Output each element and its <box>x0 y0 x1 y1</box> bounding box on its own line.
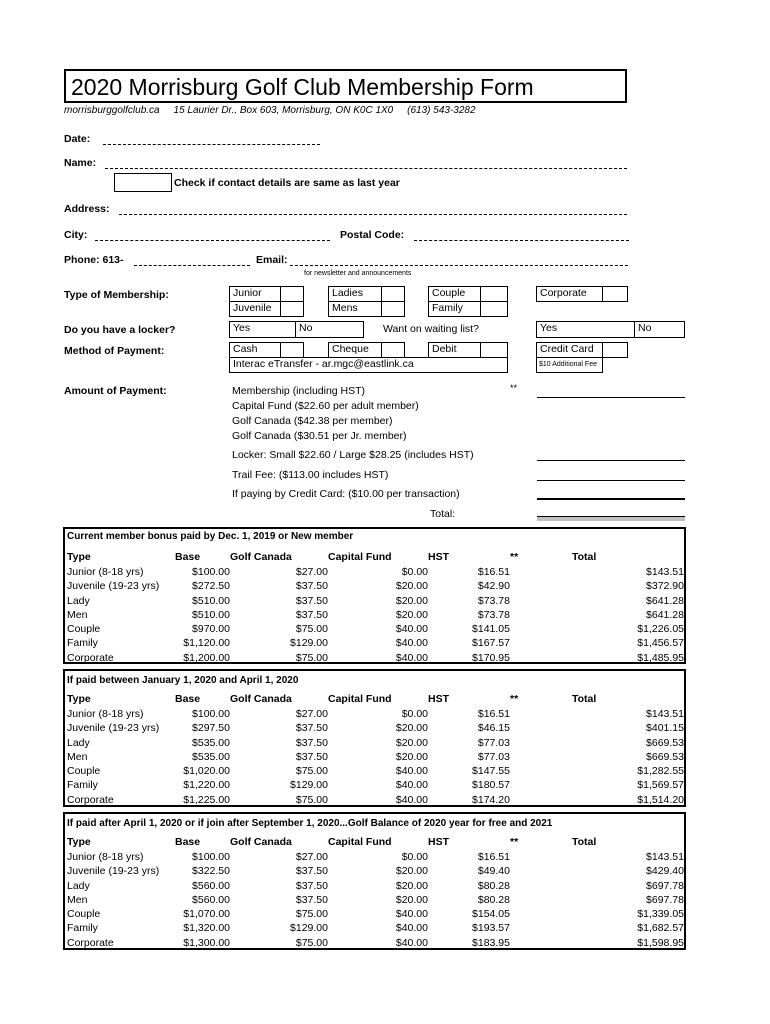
col-total: Total <box>572 693 597 705</box>
cell-capital-fund: $40.00 <box>395 936 428 949</box>
col-total: Total <box>572 551 597 563</box>
option-credit-card: Credit Card <box>536 342 603 358</box>
cell-spacer <box>510 764 560 778</box>
credit-card-fee-note: $10 Additional Fee <box>536 357 603 373</box>
table-row <box>67 579 684 593</box>
cell-spacer <box>510 793 560 807</box>
credit-card-fee-line: If paying by Credit Card: ($10.00 per transaction) <box>232 488 460 500</box>
cell-hst: $147.55 <box>472 765 510 778</box>
payment-method-label: Method of Payment: <box>64 345 165 357</box>
debit-checkbox[interactable] <box>480 342 508 358</box>
pricing-table <box>67 550 684 665</box>
col-base: Base <box>175 836 201 848</box>
golf-canada-line: Golf Canada ($42.38 per member) <box>232 415 393 427</box>
cell-total: $372.90 <box>646 580 684 593</box>
cell-base: $560.00 <box>192 893 230 906</box>
col-stars: ** <box>510 836 519 848</box>
cell-total: $143.51 <box>646 566 684 578</box>
cell-golf-canada: $37.50 <box>295 580 328 593</box>
email-field[interactable] <box>290 265 628 266</box>
cell-golf-canada: $75.00 <box>295 651 328 664</box>
table-row <box>67 893 684 907</box>
cell-spacer <box>510 651 560 665</box>
cell-base: $970.00 <box>192 623 230 636</box>
golf-canada-jr-line: Golf Canada ($30.51 per Jr. member) <box>232 430 407 442</box>
cell-hst: $183.95 <box>472 936 510 949</box>
cell-base: $1,070.00 <box>183 908 230 921</box>
cell-spacer <box>510 850 560 864</box>
cell-total: $401.15 <box>646 722 684 735</box>
cell-spacer <box>510 594 560 608</box>
cell-type: Men <box>67 893 88 906</box>
credit-card-amount-field[interactable] <box>537 498 685 500</box>
cell-capital-fund: $20.00 <box>395 580 428 593</box>
col-hst: HST <box>428 836 449 848</box>
table-header-row <box>67 692 684 707</box>
cell-golf-canada: $27.00 <box>295 708 328 720</box>
cell-total: $143.51 <box>646 851 684 863</box>
cell-golf-canada: $129.00 <box>290 922 328 935</box>
waiting-yes-option[interactable]: Yes <box>536 321 635 338</box>
cell-type: Juvenile (19-23 yrs) <box>67 722 160 735</box>
cell-total: $1,456.57 <box>637 637 684 650</box>
city-label: City: <box>64 229 88 241</box>
family-checkbox[interactable] <box>480 301 508 317</box>
cell-spacer <box>510 736 560 750</box>
pricing-table <box>67 692 684 807</box>
table-row <box>67 622 684 636</box>
cell-hst: $42.90 <box>477 580 510 593</box>
corporate-checkbox[interactable] <box>602 286 628 302</box>
cell-base: $1,320.00 <box>183 922 230 935</box>
cell-hst: $80.28 <box>477 879 510 892</box>
cell-hst: $49.40 <box>477 865 510 878</box>
cell-capital-fund: $20.00 <box>395 594 428 607</box>
cell-hst: $16.51 <box>477 708 510 720</box>
address-field[interactable] <box>119 214 627 215</box>
waiting-list-label: Want on waiting list? <box>383 323 479 335</box>
cheque-checkbox[interactable] <box>381 342 405 358</box>
date-field[interactable] <box>103 144 320 145</box>
cell-base: $1,200.00 <box>183 651 230 664</box>
cell-total: $697.78 <box>646 879 684 892</box>
cell-hst: $16.51 <box>477 566 510 578</box>
table-row <box>67 793 684 807</box>
locker-label: Do you have a locker? <box>64 324 176 336</box>
col-hst: HST <box>428 693 449 705</box>
cell-capital-fund: $40.00 <box>395 793 428 806</box>
phone-field[interactable] <box>134 265 250 266</box>
locker-no-option[interactable]: No <box>295 321 364 338</box>
cell-total: $1,339.05 <box>637 908 684 921</box>
cell-golf-canada: $27.00 <box>295 566 328 578</box>
cell-type: Couple <box>67 765 101 778</box>
cell-base: $510.00 <box>192 594 230 607</box>
table-row <box>67 921 684 935</box>
cell-base: $1,020.00 <box>183 765 230 778</box>
cell-golf-canada: $37.50 <box>295 865 328 878</box>
locker-fee-line: Locker: Small $22.60 / Large $28.25 (includes HST) <box>232 449 474 461</box>
cell-base: $100.00 <box>192 708 230 720</box>
waiting-no-option[interactable]: No <box>634 321 685 338</box>
same-as-last-year-label: Check if contact details are same as last year <box>174 177 400 189</box>
cell-capital-fund: $0.00 <box>401 851 428 863</box>
cell-spacer <box>510 921 560 935</box>
cell-total: $429.40 <box>646 865 684 878</box>
mens-checkbox[interactable] <box>381 301 405 317</box>
col-total: Total <box>572 836 597 848</box>
section-title: If paid after April 1, 2020 or if join after September 1, 2020...Golf Balance of 2020 year for free and 2021 <box>67 818 553 829</box>
cell-base: $560.00 <box>192 879 230 892</box>
cell-type: Family <box>67 637 98 650</box>
option-corporate: Corporate <box>536 286 603 302</box>
col-capital-fund: Capital Fund <box>328 551 392 563</box>
cell-spacer <box>510 608 560 622</box>
phone-label: Phone: 613- <box>64 254 124 266</box>
table-row <box>67 736 684 750</box>
cell-capital-fund: $20.00 <box>395 865 428 878</box>
cell-hst: $167.57 <box>472 637 510 650</box>
interac-option[interactable]: Interac eTransfer - ar.mgc@eastlink.ca <box>229 357 508 373</box>
cell-type: Couple <box>67 623 101 636</box>
cash-checkbox[interactable] <box>280 342 304 358</box>
date-label: Date: <box>64 133 91 145</box>
cell-capital-fund: $40.00 <box>395 765 428 778</box>
section-title: Current member bonus paid by Dec. 1, 2019 or New member <box>67 531 354 542</box>
cell-capital-fund: $0.00 <box>401 566 428 578</box>
cell-total: $1,485.95 <box>637 651 684 664</box>
table-row <box>67 707 684 721</box>
name-label: Name: <box>64 157 97 169</box>
option-cheque: Cheque <box>328 342 382 358</box>
junior-checkbox[interactable] <box>280 286 304 302</box>
cell-type: Lady <box>67 736 90 749</box>
option-couple: Couple <box>428 286 481 302</box>
cell-capital-fund: $20.00 <box>395 608 428 621</box>
option-cash: Cash <box>229 342 281 358</box>
cell-capital-fund: $0.00 <box>401 708 428 720</box>
cell-base: $535.00 <box>192 736 230 749</box>
option-junior: Junior <box>229 286 281 302</box>
option-family: Family <box>428 301 481 317</box>
table-row <box>67 608 684 622</box>
cell-type: Juvenile (19-23 yrs) <box>67 580 160 593</box>
cell-spacer <box>510 750 560 764</box>
cell-total: $1,282.55 <box>637 765 684 778</box>
cell-type: Family <box>67 779 98 792</box>
cell-type: Men <box>67 608 88 621</box>
cell-golf-canada: $37.50 <box>295 608 328 621</box>
cell-capital-fund: $40.00 <box>395 651 428 664</box>
cell-type: Corporate <box>67 651 114 664</box>
cell-golf-canada: $37.50 <box>295 879 328 892</box>
table-row <box>67 936 684 950</box>
col-golf-canada: Golf Canada <box>230 693 292 705</box>
cell-total: $641.28 <box>646 608 684 621</box>
cell-hst: $193.57 <box>472 922 510 935</box>
col-capital-fund: Capital Fund <box>328 693 392 705</box>
cell-golf-canada: $75.00 <box>295 623 328 636</box>
amount-stars: ** <box>510 383 518 393</box>
amount-label: Amount of Payment: <box>64 385 167 397</box>
cell-spacer <box>510 636 560 650</box>
table-row <box>67 594 684 608</box>
cell-capital-fund: $20.00 <box>395 722 428 735</box>
ladies-checkbox[interactable] <box>381 286 405 302</box>
cell-total: $1,226.05 <box>637 623 684 636</box>
cell-hst: $77.03 <box>477 750 510 763</box>
credit-card-checkbox[interactable] <box>602 342 628 358</box>
locker-yes-option[interactable]: Yes <box>229 321 296 338</box>
cell-capital-fund: $20.00 <box>395 736 428 749</box>
cell-golf-canada: $37.50 <box>295 594 328 607</box>
cell-total: $1,514.20 <box>637 793 684 806</box>
cell-spacer <box>510 936 560 950</box>
col-stars: ** <box>510 693 519 705</box>
website-text: morrisburggolfclub.ca <box>64 105 160 116</box>
cell-base: $322.50 <box>192 865 230 878</box>
cell-type: Corporate <box>67 793 114 806</box>
cell-base: $1,120.00 <box>183 637 230 650</box>
cell-hst: $80.28 <box>477 893 510 906</box>
cell-total: $669.53 <box>646 736 684 749</box>
col-hst: HST <box>428 551 449 563</box>
cell-capital-fund: $20.00 <box>395 879 428 892</box>
cell-hst: $46.15 <box>477 722 510 735</box>
cell-golf-canada: $37.50 <box>295 893 328 906</box>
trail-fee-amount-field[interactable] <box>537 480 685 481</box>
cell-spacer <box>510 721 560 735</box>
cell-spacer <box>510 579 560 593</box>
cell-type: Couple <box>67 908 101 921</box>
col-base: Base <box>175 693 201 705</box>
cell-spacer <box>510 778 560 792</box>
cell-hst: $141.05 <box>472 623 510 636</box>
cell-hst: $170.95 <box>472 651 510 664</box>
cell-capital-fund: $40.00 <box>395 623 428 636</box>
postal-code-label: Postal Code: <box>340 229 405 241</box>
cell-spacer <box>510 893 560 907</box>
option-mens: Mens <box>328 301 382 317</box>
cell-type: Lady <box>67 879 90 892</box>
cell-golf-canada: $27.00 <box>295 851 328 863</box>
cell-type: Corporate <box>67 936 114 949</box>
cell-type: Family <box>67 922 98 935</box>
same-as-last-year-checkbox[interactable] <box>114 173 172 192</box>
table-row <box>67 879 684 893</box>
cell-spacer <box>510 565 560 579</box>
cell-golf-canada: $75.00 <box>295 908 328 921</box>
cell-spacer <box>510 879 560 893</box>
couple-checkbox[interactable] <box>480 286 508 302</box>
cell-golf-canada: $75.00 <box>295 765 328 778</box>
cell-capital-fund: $20.00 <box>395 750 428 763</box>
cell-spacer <box>510 622 560 636</box>
table-row <box>67 636 684 650</box>
cell-type: Junior (8-18 yrs) <box>67 708 144 720</box>
pricing-section-jan-apr <box>63 669 686 807</box>
table-row <box>67 764 684 778</box>
cell-spacer <box>510 707 560 721</box>
cell-type: Men <box>67 750 88 763</box>
phone-text: (613) 543-3282 <box>407 105 476 116</box>
section-title: If paid between January 1, 2020 and April 1, 2020 <box>67 675 299 686</box>
cell-type: Junior (8-18 yrs) <box>67 851 144 863</box>
cell-golf-canada: $75.00 <box>295 793 328 806</box>
table-row <box>67 750 684 764</box>
cell-type: Lady <box>67 594 90 607</box>
option-ladies: Ladies <box>328 286 382 302</box>
cell-total: $1,598.95 <box>637 936 684 949</box>
col-type: Type <box>67 551 91 563</box>
cell-hst: $180.57 <box>472 779 510 792</box>
cell-capital-fund: $40.00 <box>395 779 428 792</box>
email-label: Email: <box>256 254 288 266</box>
form-title: 2020 Morrisburg Golf Club Membership Form <box>64 69 627 103</box>
email-note: for newsletter and announcements <box>304 270 412 277</box>
membership-amount-field[interactable] <box>537 397 685 398</box>
cell-total: $641.28 <box>646 594 684 607</box>
cell-base: $510.00 <box>192 608 230 621</box>
name-field[interactable] <box>105 168 627 169</box>
cell-total: $143.51 <box>646 708 684 720</box>
cell-base: $297.50 <box>192 722 230 735</box>
locker-amount-field[interactable] <box>537 460 685 461</box>
cell-capital-fund: $40.00 <box>395 637 428 650</box>
table-row <box>67 721 684 735</box>
cell-base: $1,225.00 <box>183 793 230 806</box>
cell-base: $272.50 <box>192 580 230 593</box>
cell-golf-canada: $37.50 <box>295 736 328 749</box>
pricing-table <box>67 835 684 950</box>
cell-type: Junior (8-18 yrs) <box>67 566 144 578</box>
table-row <box>67 864 684 878</box>
cell-total: $669.53 <box>646 750 684 763</box>
cell-hst: $73.78 <box>477 608 510 621</box>
cell-hst: $16.51 <box>477 851 510 863</box>
table-header-row <box>67 550 684 565</box>
table-row <box>67 850 684 864</box>
col-golf-canada: Golf Canada <box>230 551 292 563</box>
cell-capital-fund: $40.00 <box>395 922 428 935</box>
table-row <box>67 565 684 579</box>
cell-hst: $77.03 <box>477 736 510 749</box>
cell-spacer <box>510 907 560 921</box>
contact-line <box>64 105 476 116</box>
col-type: Type <box>67 836 91 848</box>
cell-golf-canada: $129.00 <box>290 779 328 792</box>
col-base: Base <box>175 551 201 563</box>
col-type: Type <box>67 693 91 705</box>
postal-code-field[interactable] <box>414 240 629 241</box>
pricing-section-current <box>63 527 686 664</box>
capital-fund-line: Capital Fund ($22.60 per adult member) <box>232 400 419 412</box>
cell-capital-fund: $40.00 <box>395 908 428 921</box>
address-label: Address: <box>64 203 110 215</box>
cell-spacer <box>510 864 560 878</box>
cell-golf-canada: $37.50 <box>295 750 328 763</box>
cell-hst: $154.05 <box>472 908 510 921</box>
cell-golf-canada: $129.00 <box>290 637 328 650</box>
cell-total: $697.78 <box>646 893 684 906</box>
cell-base: $1,300.00 <box>183 936 230 949</box>
total-amount-field[interactable] <box>537 516 685 521</box>
cell-hst: $73.78 <box>477 594 510 607</box>
col-capital-fund: Capital Fund <box>328 836 392 848</box>
cell-golf-canada: $37.50 <box>295 722 328 735</box>
table-row <box>67 907 684 921</box>
cell-base: $535.00 <box>192 750 230 763</box>
table-header-row <box>67 835 684 850</box>
table-row <box>67 778 684 792</box>
cell-golf-canada: $75.00 <box>295 936 328 949</box>
cell-total: $1,569.57 <box>637 779 684 792</box>
col-golf-canada: Golf Canada <box>230 836 292 848</box>
cell-base: $100.00 <box>192 851 230 863</box>
membership-label: Type of Membership: <box>64 289 169 301</box>
cell-base: $100.00 <box>192 566 230 578</box>
table-row <box>67 651 684 665</box>
address-text: 15 Laurier Dr., Box 603, Morrisburg, ON K0C 1X0 <box>173 105 394 116</box>
trail-fee-line: Trail Fee: ($113.00 includes HST) <box>232 469 389 481</box>
cell-hst: $174.20 <box>472 793 510 806</box>
pricing-section-after-april <box>63 812 686 950</box>
total-label: Total: <box>430 508 456 520</box>
option-debit: Debit <box>428 342 481 358</box>
membership-hst-line: Membership (including HST) <box>232 385 366 397</box>
col-stars: ** <box>510 551 519 563</box>
cell-type: Juvenile (19-23 yrs) <box>67 865 160 878</box>
city-field[interactable] <box>95 240 330 241</box>
juvenile-checkbox[interactable] <box>280 301 304 317</box>
cell-total: $1,682.57 <box>637 922 684 935</box>
cell-base: $1,220.00 <box>183 779 230 792</box>
cell-capital-fund: $20.00 <box>395 893 428 906</box>
option-juvenile: Juvenile <box>229 301 281 317</box>
